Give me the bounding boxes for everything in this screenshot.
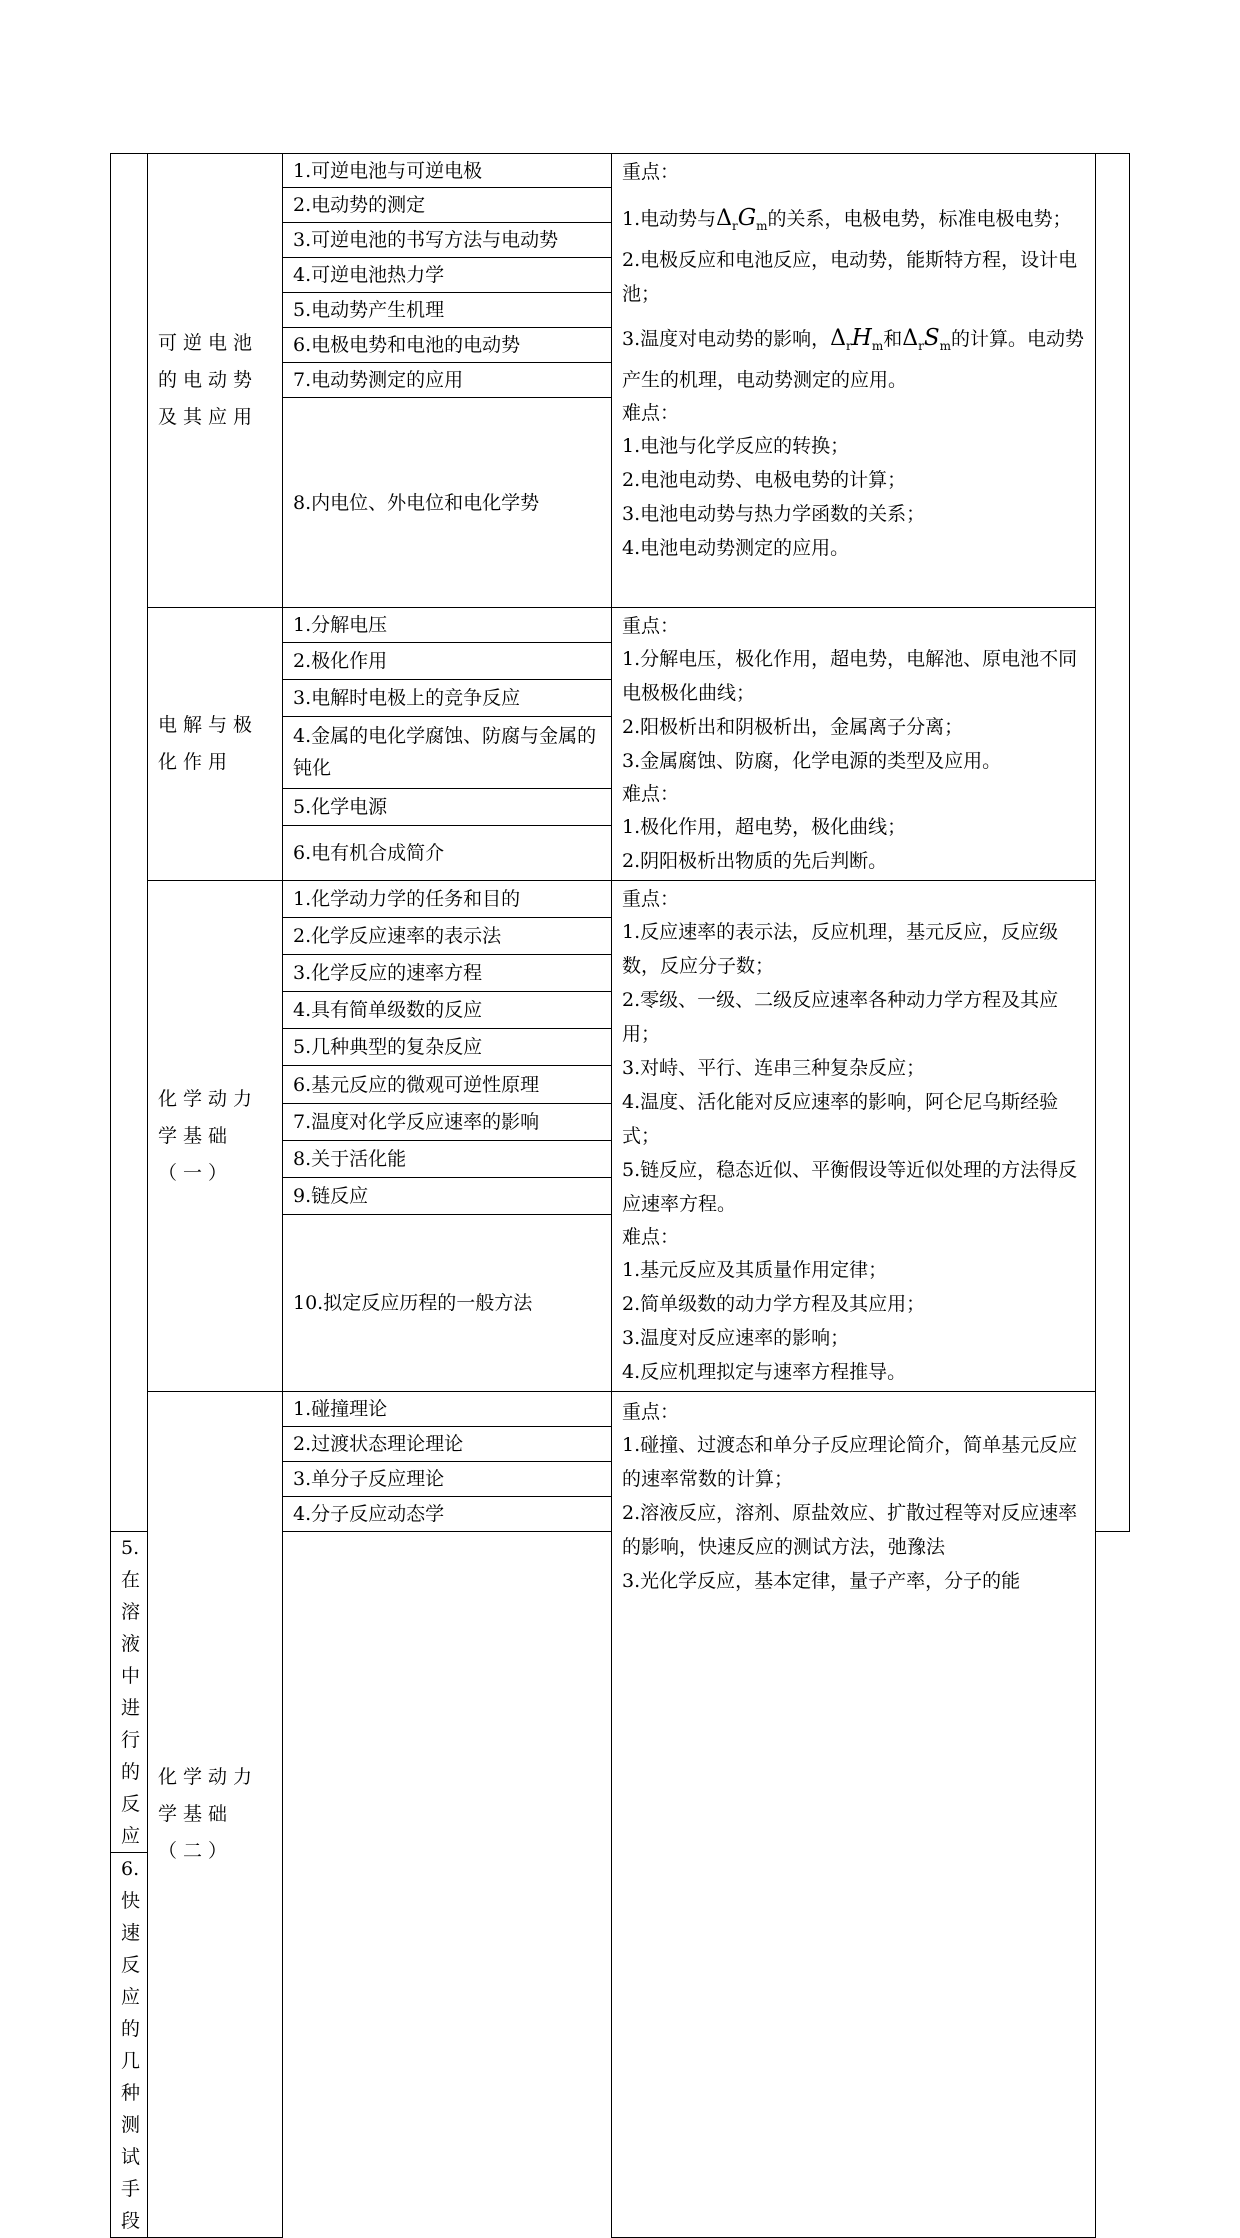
key-point: 2.阳极析出和阴极析出，金属离子分离； xyxy=(622,716,964,738)
difficulty-point: 3.电池电动势与热力学函数的关系； xyxy=(622,502,926,525)
difficulty-label: 难点： xyxy=(622,783,680,805)
subtopic-cell: 7.温度对化学反应速率的影响 xyxy=(283,1103,612,1140)
subtopic-cell: 3.单分子反应理论 xyxy=(283,1462,612,1497)
key-label: 重点： xyxy=(622,888,680,910)
difficulty-point: 3.温度对反应速率的影响； xyxy=(622,1327,850,1349)
difficulty-point: 4.电池电动势测定的应用。 xyxy=(622,536,850,559)
subtopic-cell: 8.内电位、外电位和电化学势 xyxy=(283,398,612,608)
subtopic-cell: 6.电有机合成简介 xyxy=(283,825,612,880)
key-point: 1.分解电压，极化作用，超电势，电解池、原电池不同电极极化曲线； xyxy=(622,648,1078,704)
right-margin-column xyxy=(1096,154,1130,1532)
subtopic-cell: 2.过渡状态理论理论 xyxy=(283,1427,612,1462)
subtopic-cell: 1.可逆电池与可逆电极 xyxy=(283,154,612,188)
difficulty-point: 2.简单级数的动力学方程及其应用； xyxy=(622,1293,926,1315)
key-point: 4.温度、活化能对反应速率的影响，阿仑尼乌斯经验式； xyxy=(622,1091,1059,1147)
key-point: 5.链反应，稳态近似、平衡假设等近似处理的方法得反应速率方程。 xyxy=(622,1159,1078,1215)
subtopic-cell: 6.基元反应的微观可逆性原理 xyxy=(283,1066,612,1103)
subtopic-cell: 7.电动势测定的应用 xyxy=(283,363,612,398)
topic-cell: 化学动力学基础（一） xyxy=(148,881,283,1392)
notes-cell xyxy=(612,154,1096,608)
delta-s-formula: $\Delta_rS_m$ xyxy=(902,324,952,353)
key-point: 2.零级、一级、二级反应速率各种动力学方程及其应用； xyxy=(622,989,1059,1045)
difficulty-point: 1.电池与化学反应的转换； xyxy=(622,434,850,457)
table-row xyxy=(111,881,1130,918)
topic-cell: 化学动力学基础（二） xyxy=(148,1392,283,2238)
table-row xyxy=(111,154,1130,188)
subtopic-cell: 5.几种典型的复杂反应 xyxy=(283,1029,612,1066)
difficulty-label: 难点： xyxy=(622,401,680,424)
subtopic-cell: 8.关于活化能 xyxy=(283,1140,612,1177)
delta-h-formula: $\Delta_rH_m$ xyxy=(830,324,884,353)
subtopic-cell: 6.快速反应的几种测试手段 xyxy=(111,1853,148,2238)
syllabus-table xyxy=(110,153,1130,2238)
topic-cell: 电解与极化作用 xyxy=(148,608,283,881)
table-row xyxy=(111,1392,1130,1427)
subtopic-cell: 3.电解时电极上的竞争反应 xyxy=(283,679,612,716)
subtopic-cell: 1.分解电压 xyxy=(283,608,612,643)
key-point: 2.电极反应和电池反应，电动势，能斯特方程，设计电池； xyxy=(622,248,1078,305)
difficulty-point: 1.基元反应及其质量作用定律； xyxy=(622,1259,888,1281)
subtopic-cell: 2.化学反应速率的表示法 xyxy=(283,918,612,955)
subtopic-cell: 4.可逆电池热力学 xyxy=(283,258,612,293)
subtopic-cell: 1.碰撞理论 xyxy=(283,1392,612,1427)
subtopic-cell: 4.具有简单级数的反应 xyxy=(283,992,612,1029)
subtopic-cell: 4.金属的电化学腐蚀、防腐与金属的钝化 xyxy=(283,716,612,788)
table-row xyxy=(111,608,1130,643)
difficulty-point: 2.电池电动势、电极电势的计算； xyxy=(622,468,907,491)
delta-g-formula: $\Delta_rG_m$ xyxy=(716,205,768,233)
left-margin-column xyxy=(111,154,148,1532)
key-point: 3.光化学反应，基本定律，量子产率，分子的能 xyxy=(622,1570,1021,1592)
subtopic-cell: 2.电动势的测定 xyxy=(283,188,612,223)
difficulty-point: 2.阴阳极析出物质的先后判断。 xyxy=(622,850,888,872)
difficulty-point: 1.极化作用，超电势，极化曲线； xyxy=(622,816,907,838)
subtopic-cell: 3.化学反应的速率方程 xyxy=(283,955,612,992)
difficulty-label: 难点： xyxy=(622,1226,680,1248)
key-point: 1.反应速率的表示法，反应机理，基元反应，反应级数，反应分子数； xyxy=(622,921,1059,977)
key-label: 重点： xyxy=(622,161,680,183)
key-point: 2.溶液反应，溶剂、原盐效应、扩散过程等对反应速率的影响，快速反应的测试方法，弛豫法 xyxy=(622,1502,1078,1558)
subtopic-cell: 2.极化作用 xyxy=(283,642,612,679)
subtopic-cell: 10.拟定反应历程的一般方法 xyxy=(283,1214,612,1391)
subtopic-cell: 5.在溶液中进行的反应 xyxy=(111,1532,148,1853)
key-point: 3.金属腐蚀、防腐，化学电源的类型及应用。 xyxy=(622,750,1002,772)
difficulty-point: 4.反应机理拟定与速率方程推导。 xyxy=(622,1361,907,1383)
key-point: 3.温度对电动势的影响，$\Delta_rH_m$和$\Delta_rS_m$的计算。电动势产生的机理，电动势测定的应用。 xyxy=(622,324,1085,391)
subtopic-cell: 5.化学电源 xyxy=(283,788,612,825)
notes-cell xyxy=(612,1392,1096,2238)
key-point: 1.电动势与$\Delta_rG_m$的关系，电极电势，标准电极电势； xyxy=(622,205,1072,233)
key-label: 重点： xyxy=(622,1401,680,1423)
subtopic-cell: 9.链反应 xyxy=(283,1177,612,1214)
key-label: 重点： xyxy=(622,615,680,637)
subtopic-cell: 6.电极电势和电池的电动势 xyxy=(283,328,612,363)
subtopic-cell: 4.分子反应动态学 xyxy=(283,1497,612,1532)
topic-cell: 可逆电池的电动势及其应用 xyxy=(148,154,283,608)
notes-cell xyxy=(612,881,1096,1392)
subtopic-cell: 1.化学动力学的任务和目的 xyxy=(283,881,612,918)
subtopic-cell: 5.电动势产生机理 xyxy=(283,293,612,328)
key-point: 1.碰撞、过渡态和单分子反应理论简介，简单基元反应的速率常数的计算； xyxy=(622,1434,1078,1490)
subtopic-cell: 3.可逆电池的书写方法与电动势 xyxy=(283,223,612,258)
key-point: 3.对峙、平行、连串三种复杂反应； xyxy=(622,1057,926,1079)
notes-cell xyxy=(612,608,1096,881)
